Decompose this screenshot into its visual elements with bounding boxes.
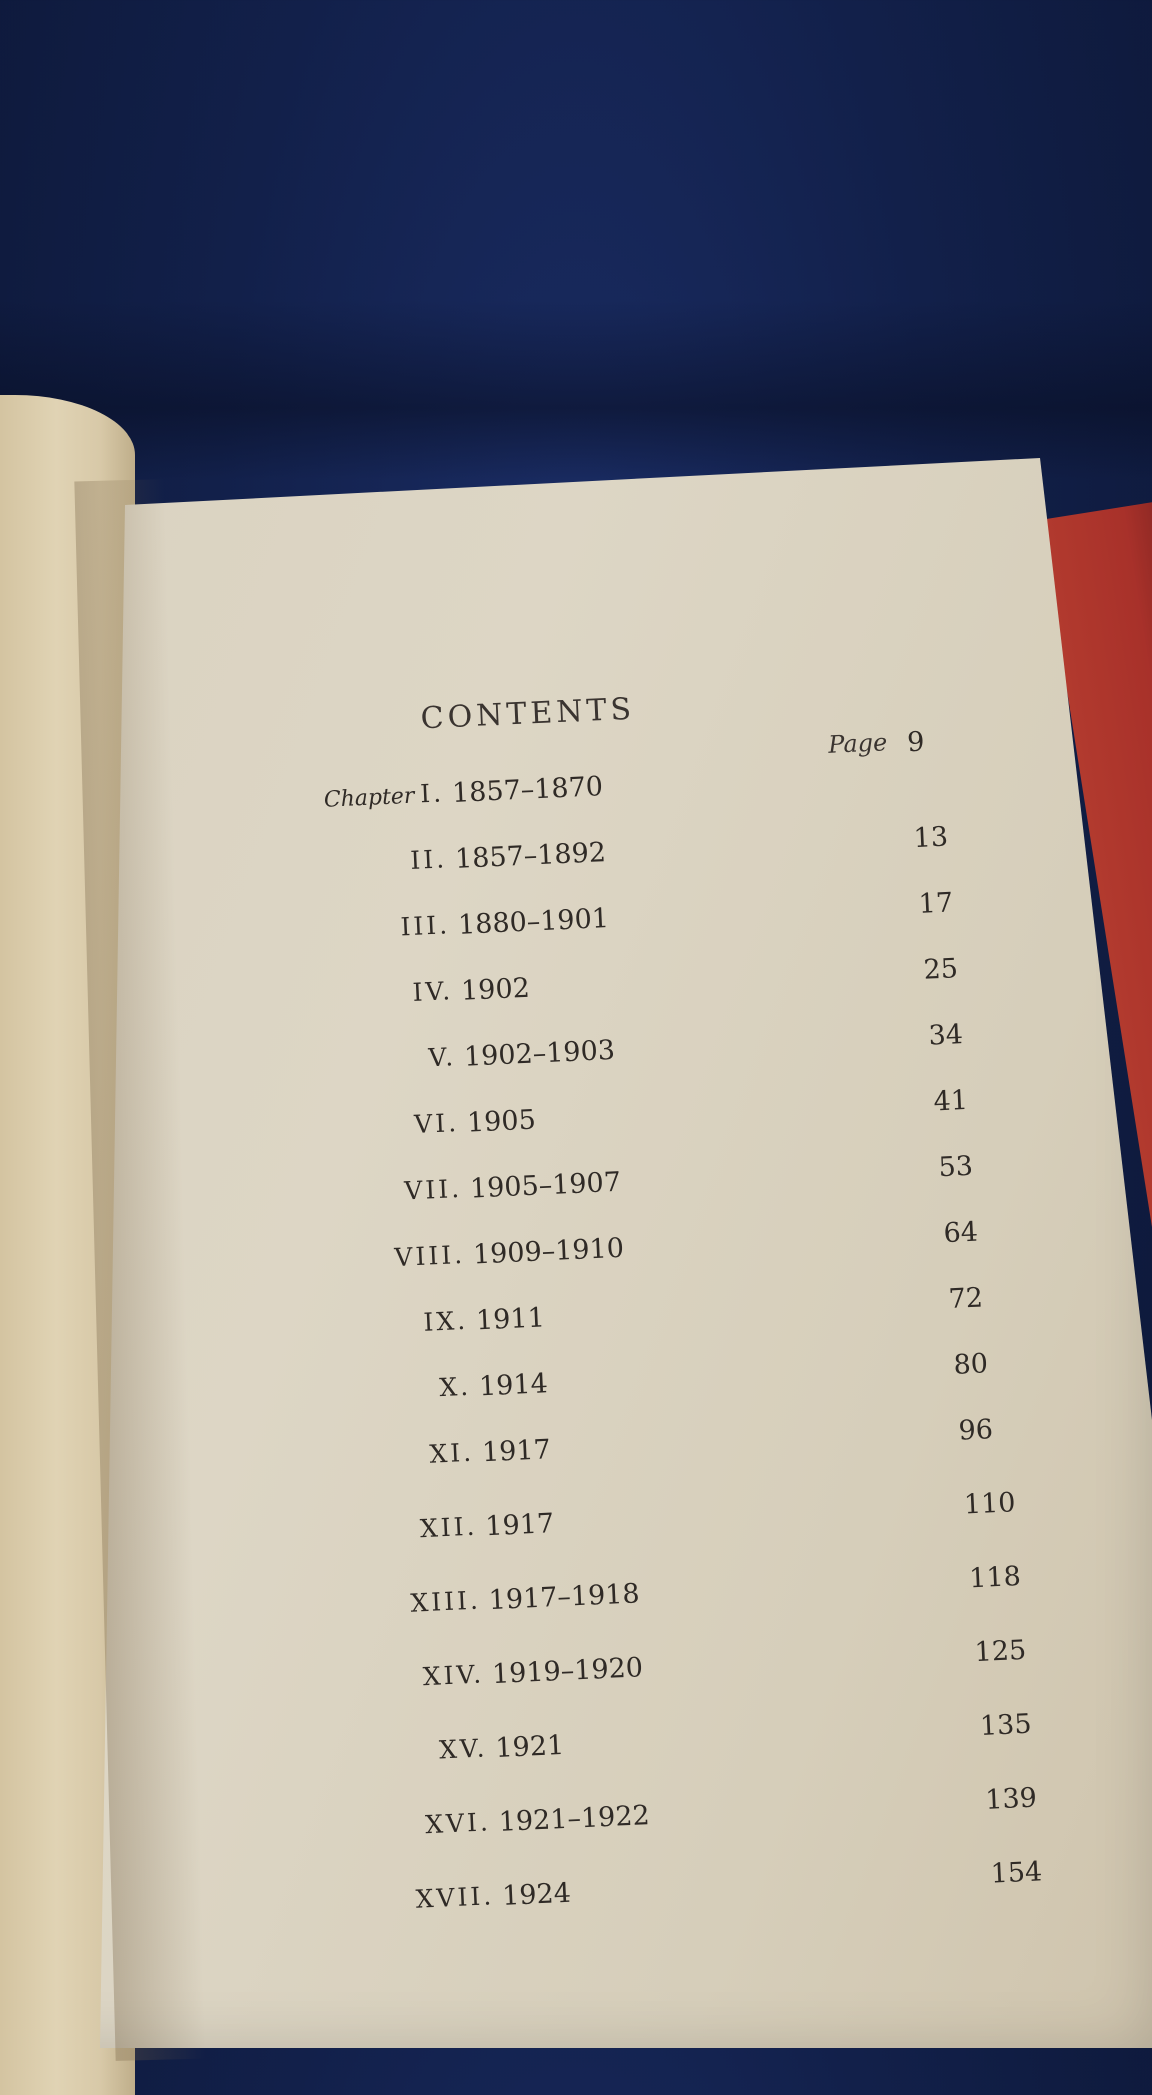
page-number: 118: [968, 1561, 1022, 1595]
page-number: 110: [963, 1487, 1017, 1521]
chapter-numeral-text: XV.: [438, 1733, 489, 1765]
contents-entry: [54, 1849, 1152, 1941]
page-number: 125: [973, 1634, 1027, 1669]
page-number: 25: [922, 953, 959, 986]
chapter-numeral-text: V.: [427, 1042, 457, 1073]
contents-entry: [51, 1775, 1152, 1867]
contents-entry: [37, 1479, 1152, 1571]
chapter-numeral: [429, 1438, 475, 1469]
chapter-numeral-text: X.: [438, 1371, 472, 1403]
chapter-numeral-text: IX.: [422, 1305, 469, 1337]
page-column-label: [828, 728, 888, 759]
chapter-numeral: [394, 1240, 466, 1272]
chapter-years: 1905: [466, 1104, 537, 1139]
chapter-numeral: [415, 1881, 495, 1914]
chapter-years: 1917: [481, 1434, 552, 1469]
chapter-numeral: [422, 1659, 485, 1691]
chapter-numeral: [410, 844, 448, 875]
page-number: 41: [932, 1084, 969, 1118]
chapter-numeral-text: XII.: [419, 1511, 479, 1544]
chapter-numeral: [400, 910, 451, 941]
chapter-years: 1902–1903: [463, 1034, 616, 1073]
chapter-numeral: [428, 1042, 457, 1072]
chapter-numeral-text: VII.: [403, 1173, 463, 1206]
chapter-numeral: [404, 1174, 463, 1206]
chapter-numeral-text: III.: [399, 910, 451, 942]
chapter-numeral: [439, 1372, 472, 1402]
chapter-years: 1880–1901: [457, 903, 610, 941]
page-number: 34: [927, 1019, 964, 1052]
page-number: 80: [952, 1348, 989, 1381]
page-number: 17: [917, 887, 954, 920]
chapter-years: 1914: [478, 1368, 549, 1403]
chapter-years: 1909–1910: [472, 1232, 625, 1271]
chapter-years: 1921–1922: [498, 1800, 651, 1838]
page-number: 9: [906, 726, 926, 759]
page-label-text: Page: [827, 728, 888, 759]
chapter-years: 1924: [501, 1877, 572, 1912]
page-number: 13: [912, 821, 949, 855]
chapter-years: 1917–1918: [488, 1578, 641, 1617]
chapter-numeral: [423, 1306, 469, 1337]
chapter-numeral: [425, 1807, 492, 1839]
chapter-years: 1911: [475, 1302, 546, 1337]
chapter-numeral: [438, 1733, 488, 1764]
chapter-years: 1921: [494, 1729, 565, 1764]
chapter-numeral-text: XVI.: [424, 1807, 492, 1840]
chapter-numeral-text: XIV.: [422, 1659, 485, 1692]
page-number: 72: [947, 1282, 984, 1315]
chapter-numeral: [419, 1512, 478, 1544]
chapter-numeral-text: VI.: [413, 1108, 460, 1140]
chapter-numeral: [323, 778, 445, 812]
contents-entry: [44, 1627, 1152, 1719]
contents-entry: [41, 1553, 1152, 1645]
chapter-numeral-text: XVII.: [415, 1881, 495, 1914]
chapter-years: 1857–1892: [454, 837, 607, 875]
chapter-numeral-text: IV.: [411, 976, 454, 1007]
chapter-years: 1905–1907: [469, 1166, 622, 1205]
chapter-numeral: [414, 1108, 460, 1139]
chapter-numeral: [412, 976, 454, 1007]
page-number: 53: [937, 1150, 974, 1184]
page-number: 139: [984, 1782, 1038, 1816]
chapter-numeral-text: I.: [419, 778, 445, 809]
chapter-numeral-text: II.: [409, 844, 448, 875]
page-number: 154: [990, 1856, 1043, 1890]
chapter-numeral: [410, 1586, 482, 1618]
contents-entry: [47, 1701, 1152, 1793]
chapter-years: 1917: [484, 1508, 555, 1543]
page-number: 64: [942, 1216, 979, 1250]
page-title: CONTENTS: [419, 691, 636, 737]
chapter-years: 1919–1920: [491, 1652, 644, 1691]
chapter-years: 1902: [460, 972, 531, 1007]
chapter-years: 1857–1870: [451, 771, 604, 809]
chapter-numeral-text: XIII.: [409, 1585, 482, 1618]
chapter-numeral-text: XI.: [428, 1437, 475, 1469]
page-number: 135: [979, 1708, 1033, 1742]
chapter-word: Chapter: [323, 783, 415, 813]
page-number: 96: [957, 1414, 994, 1447]
chapter-numeral-text: VIII.: [393, 1239, 466, 1273]
